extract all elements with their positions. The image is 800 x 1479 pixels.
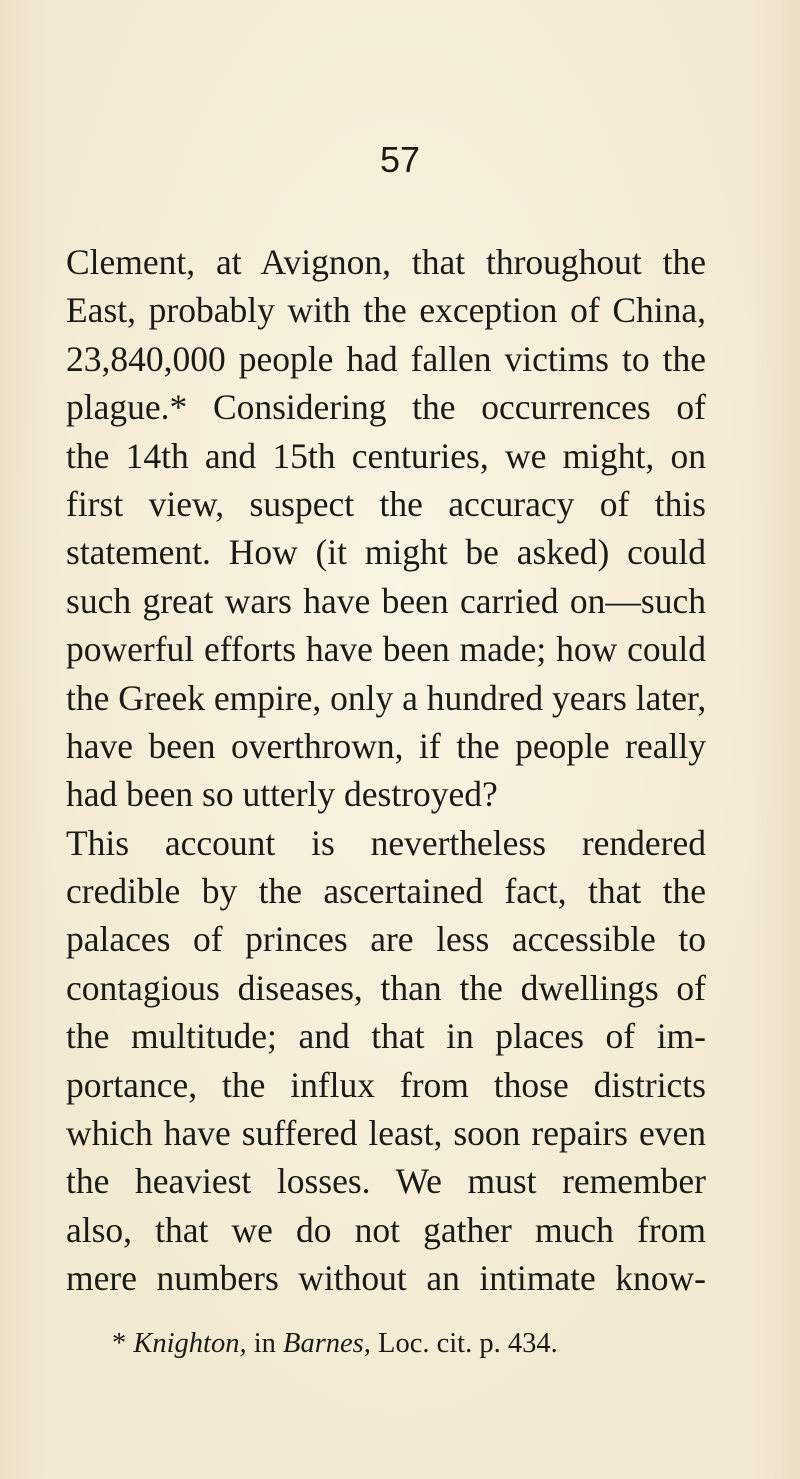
text-line: Clement, at Avignon, that throughout the	[66, 242, 706, 282]
text-line: also, that we do not gather much from	[66, 1209, 706, 1250]
text-line: the 14th and 15th centuries, we might, on	[66, 435, 706, 476]
footnote-marker: *	[112, 1328, 127, 1359]
text-line: first view, suspect the accuracy of this	[66, 483, 706, 524]
footnote-reference: Loc. cit. p. 434.	[378, 1328, 558, 1359]
text-line: which have suffered least, soon repairs even	[66, 1113, 706, 1154]
text-line: portance, the influx from those districts	[66, 1064, 706, 1105]
text-line: contagious diseases, than the dwellings of	[66, 967, 706, 1008]
text-line: such great wars have been carried on—such	[66, 580, 706, 621]
text-line: statement. How (it might be asked) could	[66, 532, 706, 573]
text-line: credible by the ascertained fact, that the	[66, 871, 706, 912]
text-line: mere numbers without an intimate know-	[66, 1258, 706, 1299]
footnote	[112, 1326, 558, 1362]
footnote-source: Barnes,	[283, 1328, 371, 1359]
text-line: plague.* Considering the occurrences of	[66, 387, 706, 428]
text-line: powerful efforts have been made; how could	[66, 629, 706, 670]
footnote-connector: in	[253, 1328, 276, 1359]
text-line: the multitude; and that in places of im-	[66, 1016, 706, 1057]
text-line: palaces of princes are less accessible to	[66, 919, 706, 960]
footnote-author: Knighton,	[133, 1328, 247, 1359]
body-text	[66, 238, 706, 1303]
text-line: This account is nevertheless rendered	[66, 822, 706, 863]
text-line: the Greek empire, only a hundred years later,	[66, 677, 707, 718]
page-number: 57	[379, 139, 421, 180]
text-line: have been overthrown, if the people really	[66, 725, 706, 766]
text-line: East, probably with the exception of China,	[66, 290, 706, 331]
text-line: the heaviest losses. We must remember	[66, 1161, 706, 1202]
text-line: 23,840,000 people had fallen victims to the	[66, 338, 706, 379]
text-line: had been so utterly destroyed?	[66, 774, 498, 815]
